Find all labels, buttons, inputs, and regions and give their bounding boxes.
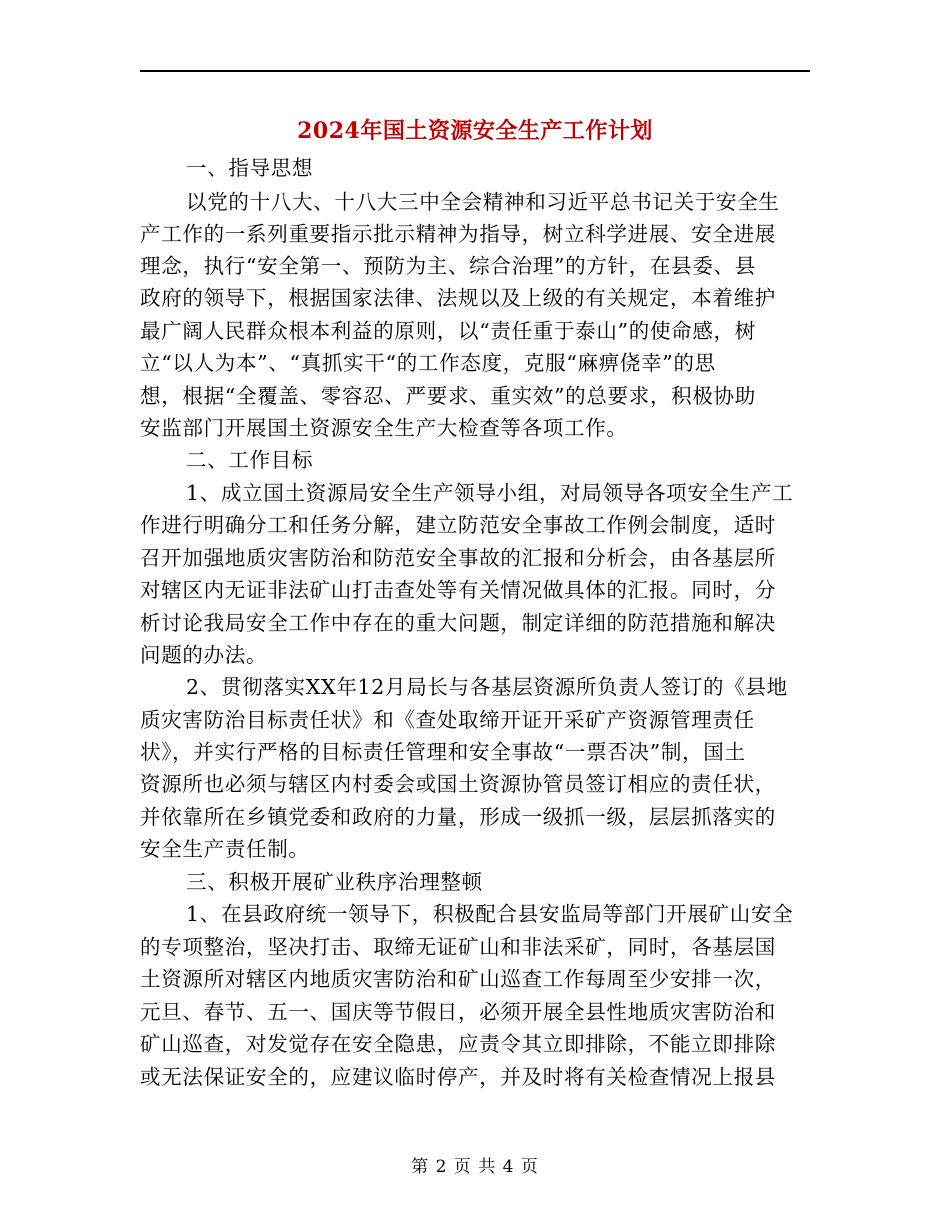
- paragraph-line: 析讨论我局安全工作中存在的重大问题，制定详细的防范措施和解决: [140, 611, 776, 635]
- paragraph-line: 问题的办法。: [140, 643, 268, 667]
- header-rule: [140, 70, 810, 72]
- paragraph-line: 产工作的一系列重要指示批示精神为指导，树立科学进展、安全进展: [140, 222, 776, 246]
- section-heading: 二、工作目标: [186, 448, 314, 472]
- paragraph-line: 理念，执行“安全第一、预防为主、综合治理”的方针，在县委、县: [140, 254, 756, 278]
- paragraph-line: 想，根据“全覆盖、零容忍、严要求、重实效”的总要求，积极协助: [140, 384, 756, 408]
- section-heading: 一、指导思想: [186, 156, 314, 180]
- paragraph-line: 矿山巡查，对发觉存在安全隐患，应责令其立即排除，不能立即排除: [140, 1032, 776, 1056]
- paragraph-line: 安全生产责任制。: [140, 837, 310, 861]
- paragraph-line: 土资源所对辖区内地质灾害防治和矿山巡查工作每周至少安排一次，: [140, 967, 776, 991]
- paragraph-line: 资源所也必须与辖区内村委会或国土资源协管员签订相应的责任状，: [140, 772, 776, 796]
- paragraph-line: 政府的领导下，根据国家法律、法规以及上级的有关规定，本着维护: [140, 286, 776, 310]
- paragraph-line: 召开加强地质灾害防治和防范安全事故的汇报和分析会，由各基层所: [140, 546, 776, 570]
- paragraph-line: 立“以人为本”、“真抓实干“的工作态度，克服“麻痹侥幸”的思: [140, 351, 716, 375]
- paragraph-line: 并依靠所在乡镇党委和政府的力量，形成一级抓一级，层层抓落实的: [140, 805, 776, 829]
- paragraph-line: 1、在县政府统一领导下，积极配合县安监局等部门开展矿山安全: [186, 902, 794, 926]
- paragraph-line: 安监部门开展国土资源安全生产大检查等各项工作。: [140, 416, 628, 440]
- paragraph-line: 作进行明确分工和任务分解，建立防范安全事故工作例会制度，适时: [140, 513, 776, 537]
- paragraph-line: 质灾害防治目标责任状》和《查处取缔开证开采矿产资源管理责任: [140, 708, 755, 732]
- document-title: 2024年国土资源安全生产工作计划: [297, 118, 653, 144]
- paragraph-line: 状》，并实行严格的目标责任管理和安全事故“一票否决”制，国土: [140, 740, 746, 764]
- paragraph-line: 元旦、春节、五一、国庆等节假日，必须开展全县性地质灾害防治和: [140, 1000, 776, 1024]
- paragraph-line: 2、贯彻落实XX年12月局长与各基层资源所负责人签订的《县地: [186, 675, 788, 699]
- paragraph-line: 的专项整治，坚决打击、取缔无证矿山和非法采矿，同时，各基层国: [140, 935, 776, 959]
- paragraph-line: 以党的十八大、十八大三中全会精神和习近平总书记关于安全生: [186, 190, 780, 214]
- page-number: 第 2 页 共 4 页: [411, 1157, 539, 1177]
- paragraph-line: 对辖区内无证非法矿山打击查处等有关情况做具体的汇报。同时，分: [140, 578, 776, 602]
- paragraph-line: 或无法保证安全的，应建议临时停产，并及时将有关检查情况上报县: [140, 1065, 776, 1089]
- paragraph-line: 1、成立国土资源局安全生产领导小组，对局领导各项安全生产工: [186, 481, 794, 505]
- section-heading: 三、积极开展矿业秩序治理整顿: [186, 870, 483, 894]
- paragraph-line: 最广阔人民群众根本利益的原则，以“责任重于泰山”的使命感，树: [140, 319, 756, 343]
